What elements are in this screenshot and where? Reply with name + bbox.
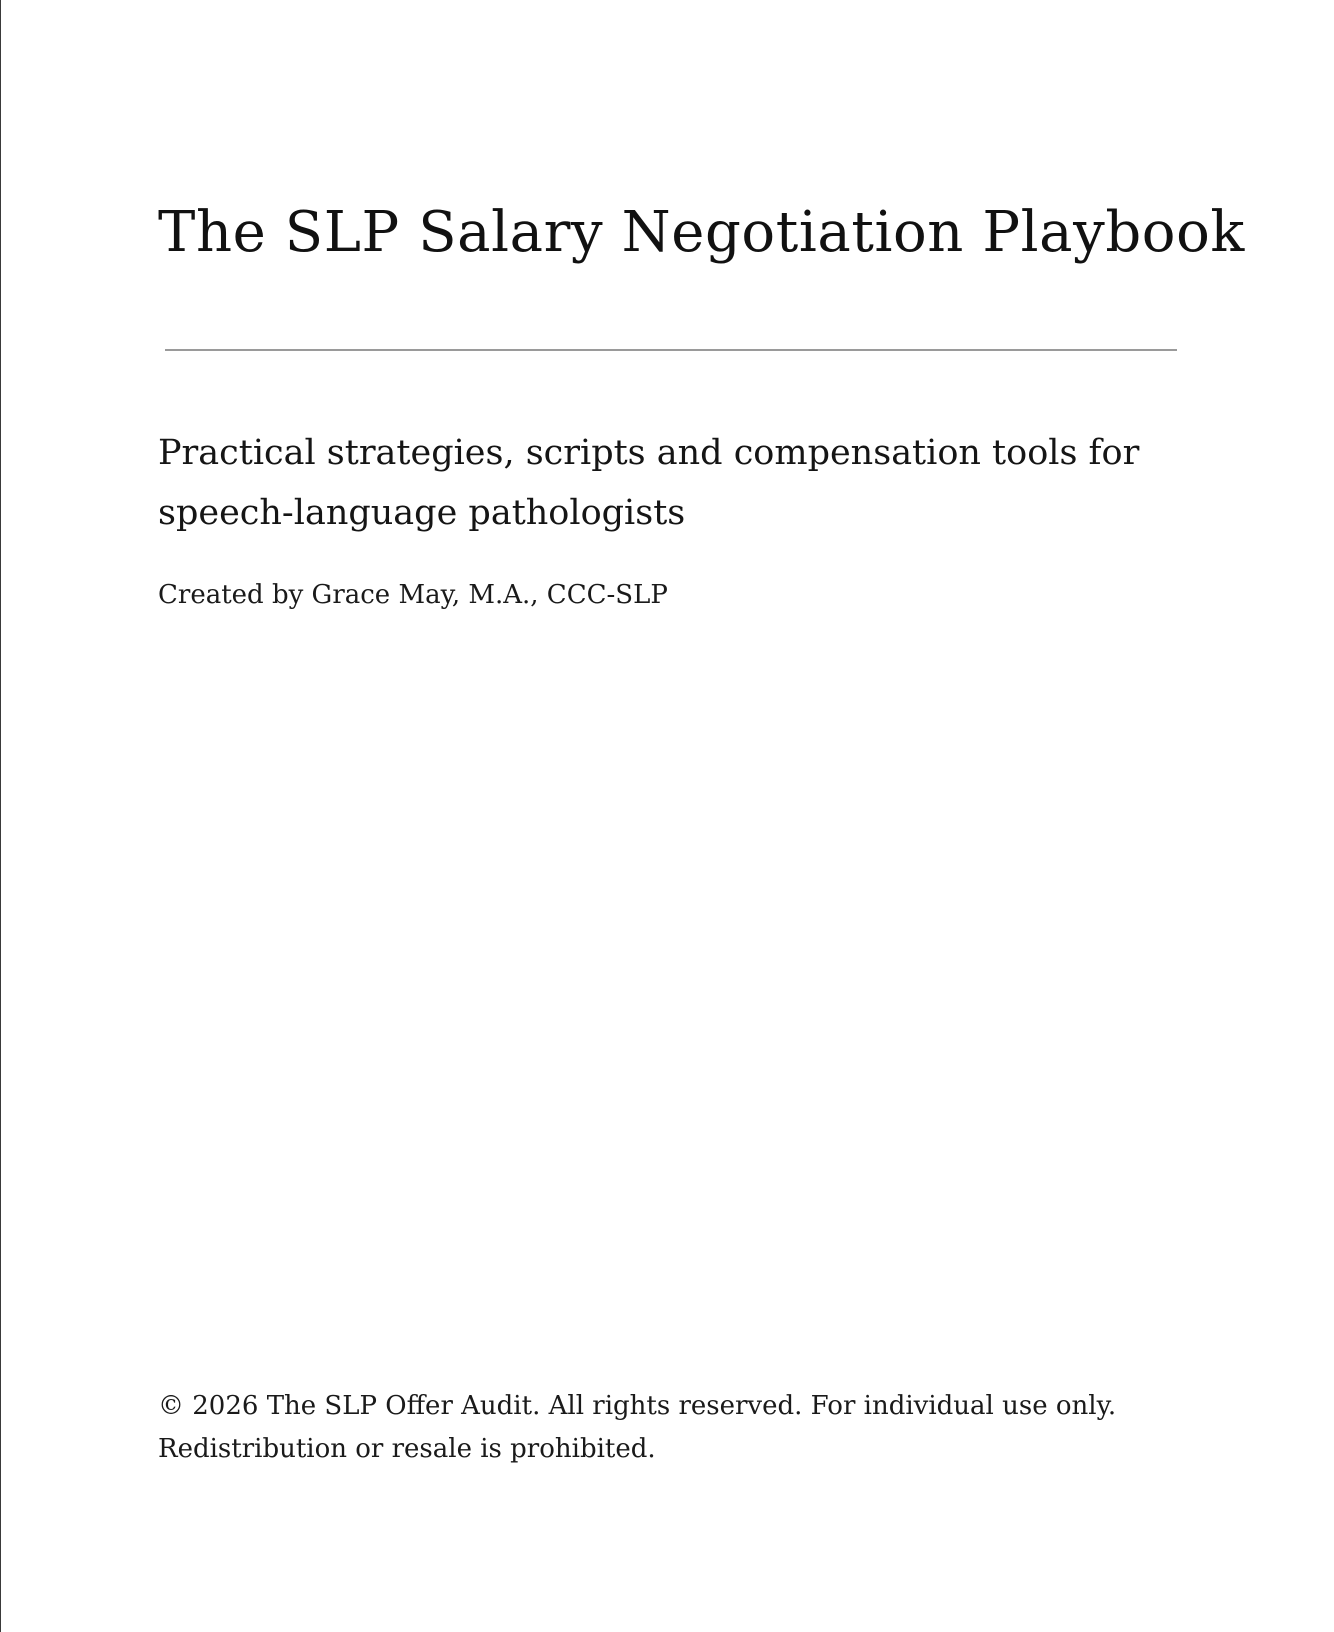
title-divider	[165, 349, 1177, 351]
document-title: The SLP Salary Negotiation Playbook	[158, 200, 1245, 265]
page-left-edge	[0, 0, 1, 1632]
author-byline: Created by Grace May, M.A., CCC-SLP	[158, 580, 668, 610]
copyright-line-1: © 2026 The SLP Offer Audit. All rights reserved. For individual use only.	[158, 1391, 1117, 1421]
copyright-line-2: Redistribution or resale is prohibited.	[158, 1434, 656, 1464]
copyright-notice	[158, 1385, 1118, 1471]
document-subtitle: Practical strategies, scripts and compensation tools for speech-language pathologists	[158, 433, 1140, 533]
